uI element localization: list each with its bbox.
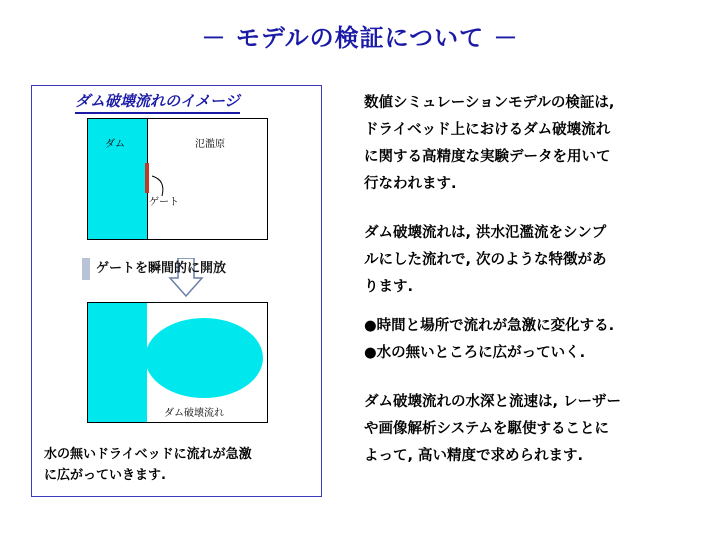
paragraph-measurement: ダム破壊流れの水深と流速は, レーザー や画像解析システムを駆使することに よって, 高い精度で求められます. (364, 394, 622, 464)
paragraph-dam-break: ダム破壊流れは, 洪水氾濫流をシンプ ルにした流れで, 次のような特徴があ ります. (364, 225, 607, 295)
slide-title: － モデルの検証について － (201, 24, 519, 52)
figure-caption (44, 444, 314, 486)
body-text (364, 90, 709, 470)
dam-label: ダム (105, 139, 125, 150)
bullet-rapid-change: ●時間と場所で流れが急激に変化する. (364, 318, 615, 334)
gate-label: ゲート (149, 197, 179, 208)
bullet-spreading: ●水の無いところに広がっていく. (364, 345, 586, 361)
caption-line-2: に広がっていきます. (44, 468, 166, 483)
flow-label: ダム破壊流れ (164, 408, 224, 419)
gate-bar (145, 163, 149, 193)
caption-line-1: 水の無いドライベッドに流れが急激 (44, 447, 252, 462)
gate-open-label: ゲートを瞬間的に開放 (82, 258, 226, 280)
gate-pointer-icon (150, 174, 170, 198)
paragraph-verification: 数値シミュレーションモデルの検証は, ドライベッド上におけるダム破壊流れ に関する高精度な実験データを用いて 行なわれます. (364, 95, 615, 192)
diagram-before (87, 118, 268, 240)
figure-title: ダム破壊流れのイメージ (75, 90, 240, 114)
dam-water-after (88, 303, 147, 422)
flood-spread (145, 318, 263, 398)
floodplain-label: 氾濫原 (195, 139, 225, 150)
